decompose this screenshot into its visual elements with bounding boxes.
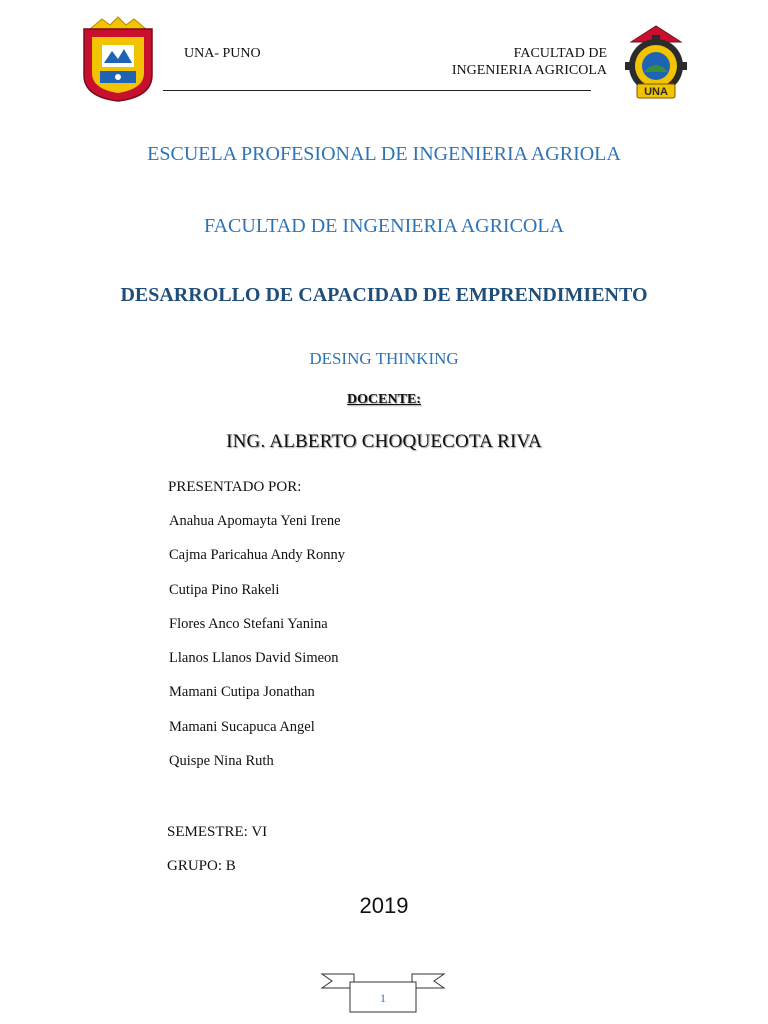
una-badge-text: UNA <box>644 86 668 98</box>
presented-by-label: PRESENTADO POR: <box>168 479 302 495</box>
page-number: 1 <box>380 991 386 1005</box>
student-name: Cutipa Pino Rakeli <box>169 581 280 598</box>
student-name: Cajma Paricahua Andy Ronny <box>169 547 345 564</box>
school-title: ESCUELA PROFESIONAL DE INGENIERIA AGRIOLA <box>147 143 621 165</box>
faculty-gear-emblem-icon <box>623 22 689 102</box>
year-text: 2019 <box>359 893 409 918</box>
faculty-title: FACULTAD DE INGENIERIA AGRICOLA <box>203 215 565 237</box>
student-name: Mamani Cutipa Jonathan <box>169 684 315 701</box>
university-crest-icon <box>80 15 156 103</box>
course-title: DESARROLLO DE CAPACIDAD DE EMPRENDIMIENTO <box>120 284 648 306</box>
student-list <box>169 513 345 787</box>
teacher-label: DOCENTE: <box>347 392 421 407</box>
page-number-scroll <box>320 970 446 1014</box>
student-name: Flores Anco Stefani Yanina <box>169 615 328 632</box>
topic-title: DESING THINKING <box>309 349 459 368</box>
student-name: Llanos Llanos David Simeon <box>169 650 339 667</box>
header-left-text: UNA- PUNO <box>184 46 261 61</box>
header-rule <box>163 90 591 91</box>
semester-text: SEMESTRE: VI <box>167 824 268 840</box>
header-right-text <box>420 45 607 79</box>
group-text: GRUPO: B <box>167 858 236 874</box>
header-right-line-1: FACULTAD DE <box>513 46 607 61</box>
student-name: Quispe Nina Ruth <box>169 753 274 770</box>
student-name: Anahua Apomayta Yeni Irene <box>169 513 341 529</box>
header-right-line-2: INGENIERIA AGRICOLA <box>451 63 607 78</box>
teacher-name: ING. ALBERTO CHOQUECOTA RIVA <box>226 431 542 452</box>
student-name: Mamani Sucapuca Angel <box>169 718 315 735</box>
